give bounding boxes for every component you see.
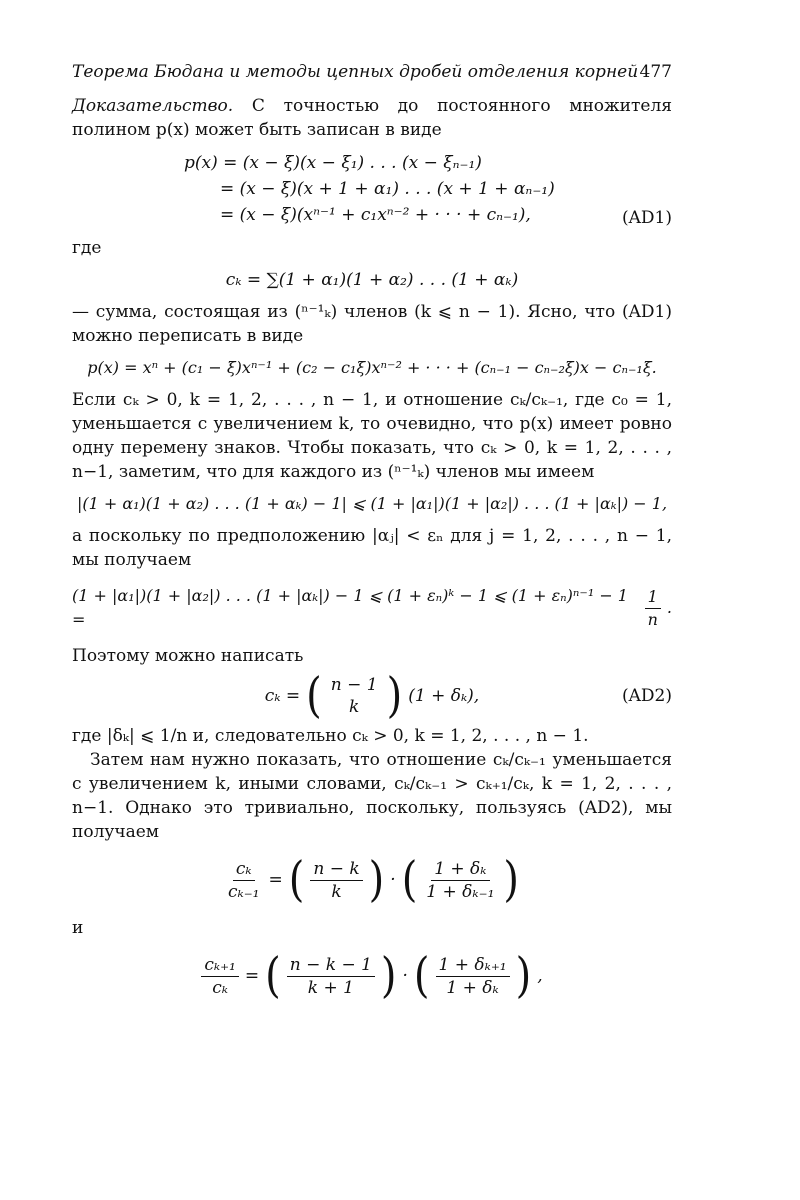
assumption-paragraph: а поскольку по предположению |αⱼ| < εₙ для j = 1, 2, . . . , n − 1, мы получаем (72, 526, 672, 570)
page-number: 477 (639, 62, 672, 82)
equation-bound: (1 + |α₁|)(1 + |α₂|) . . . (1 + |αₖ|) − 1 ⩽ (1 + εₙ)ᵏ − 1 ⩽ (1 + εₙ)ⁿ⁻¹ − 1 = $\frac{1}{n}$ . (72, 580, 672, 636)
equation-bound-lhs: (1 + |α₁|)(1 + |α₂|) . . . (1 + |αₖ|) − 1 ⩽ (1 + εₙ)ᵏ − 1 ⩽ (1 + εₙ)ⁿ⁻¹ − 1 = (72, 586, 628, 629)
equation-ad2: cₖ = ( n − 1 k ) (1 + δₖ), (264, 668, 480, 724)
equation-ad1-line2: = (x − ξ)(x + 1 + α₁) . . . (x + 1 + αₙ₋₁) (220, 179, 555, 199)
equation-ck-sum: cₖ = ∑(1 + α₁)(1 + α₂) . . . (1 + αₖ) (225, 270, 519, 290)
equation-label-ad1: (AD1) (622, 208, 672, 228)
binomial-n-1-k: n − 1 k (330, 675, 378, 717)
condition-paragraph: Если cₖ > 0, k = 1, 2, . . . , n − 1, и отношение cₖ/cₖ₋₁, где c₀ = 1, уменьшается с увеличением k, то очевидно, что p(x) имеет ровно одну перемену знаков. Чтобы показать, что cₖ > 0, k = 1, 2, . . . , n−1, заметим, что для каждого из (ⁿ⁻¹ₖ) членов мы имеем (72, 390, 672, 482)
page (72, 60, 672, 1012)
proof-lead: Доказательство. (72, 96, 234, 116)
therefore-paragraph: Поэтому можно написать (72, 646, 304, 666)
equation-px-expanded: p(x) = xⁿ + (c₁ − ξ)xⁿ⁻¹ + (c₂ − c₁ξ)xⁿ⁻² + · · · + (cₙ₋₁ − cₙ₋₂ξ)x − cₙ₋₁ξ. (87, 358, 657, 377)
sum-paragraph: — сумма, состоящая из (ⁿ⁻¹ₖ) членов (k ⩽ n − 1). Ясно, что (AD1) можно переписать в виде (72, 302, 672, 346)
ratio-paragraph: Затем нам нужно показать, что отношение cₖ/cₖ₋₁ уменьшается с увеличением k, иными словами, cₖ/cₖ₋₁ > cₖ₊₁/cₖ, k = 1, 2, . . . , n−1. Однако это тривиально, поскольку, пользуясь (AD2), мы получаем (72, 750, 672, 842)
delta-paragraph: где |δₖ| ⩽ 1/n и, следовательно cₖ > 0, k = 1, 2, . . . , n − 1. (72, 726, 589, 746)
running-header (72, 60, 672, 84)
equation-label-ad2: (AD2) (622, 686, 672, 706)
equation-ad1-line3: = (x − ξ)(xⁿ⁻¹ + c₁xⁿ⁻² + · · · + cₙ₋₁), (220, 205, 531, 225)
equation-ad2-row (72, 668, 672, 724)
proof-paragraph (72, 94, 672, 142)
fraction-one-over-n: $\frac{1}{n}$ (645, 586, 661, 631)
proof-text: С точностью до постоянного множителя полином p(x) может быть записан в виде (72, 96, 672, 140)
equation-ratio2: $\frac{\text{cₖ₊₁}}{\text{cₖ}}$ = ( $\frac{n - k - 1}{k + 1}$ ) · ( $\frac{\text{1 + δₖ₊₁}}{\text{1 + δₖ}}$ ) , (72, 948, 672, 1004)
equation-ratio1: $\frac{\text{cₖ}}{\text{cₖ₋₁}}$ = ( $\frac{n - k}{k}$ ) · ( $\frac{\text{1 + δₖ}}{\text{1 + δₖ₋₁}}$ ) (227, 852, 519, 908)
running-title: Теорема Бюдана и методы цепных дробей отделения корней (72, 62, 639, 82)
equation-ad1 (184, 150, 672, 228)
equation-ad1-line1: p(x) = (x − ξ)(x − ξ₁) . . . (x − ξₙ₋₁) (184, 153, 482, 173)
and-word: и (72, 918, 84, 938)
where-word: где (72, 238, 102, 258)
equation-abs-inequality: |(1 + α₁)(1 + α₂) . . . (1 + αₖ) − 1| ⩽ (1 + |α₁|)(1 + |α₂|) . . . (1 + |αₖ|) − 1, (76, 494, 668, 513)
